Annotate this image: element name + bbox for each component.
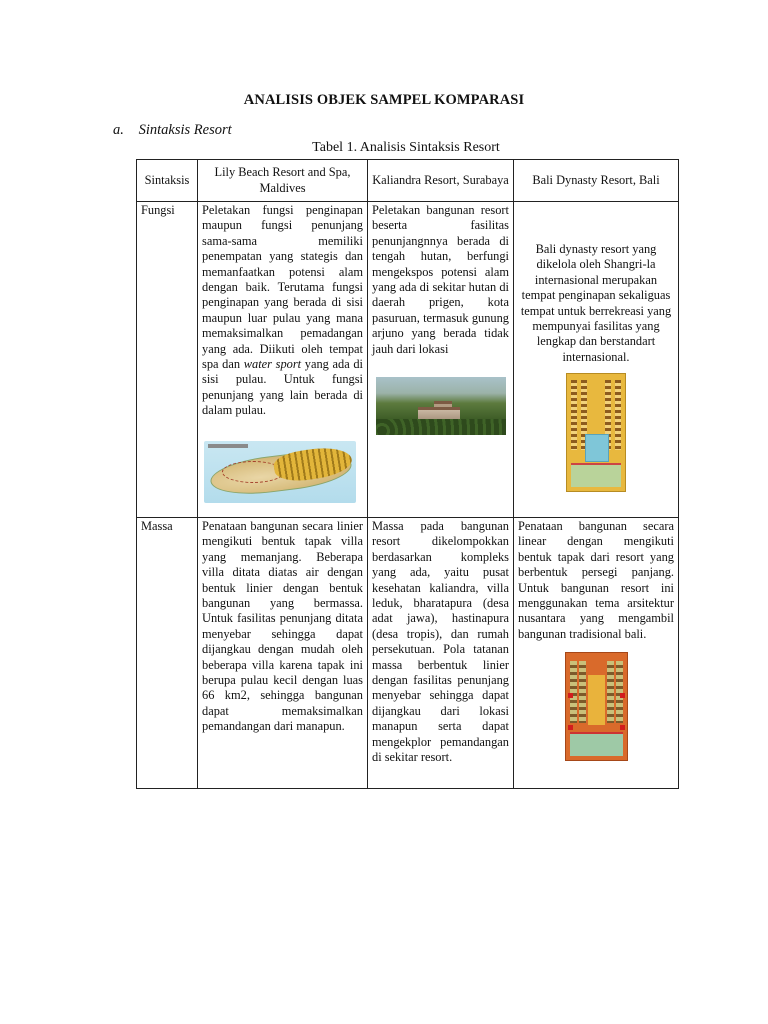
page-heading: ANALISIS OBJEK SAMPEL KOMPARASI bbox=[243, 92, 525, 108]
table-header-row bbox=[137, 160, 679, 202]
header-lily-beach: Lily Beach Resort and Spa, Maldives bbox=[198, 160, 368, 202]
cell-fungsi-kaliandra bbox=[368, 202, 514, 518]
header-bali-dynasty: Bali Dynasty Resort, Bali bbox=[514, 160, 679, 202]
island-site-plan-image bbox=[204, 441, 356, 503]
table-row-massa bbox=[137, 518, 679, 789]
cell-text: Massa pada bangunan resort dikelompokkan berdasarkan kompleks yang ada, yaitu pusat kesehatan kaliandra, villa leduk, bharatapura (desa adat jawa), hastinapura (desa tropis), dan rumah persekutuan. Pola tatanan massa berbentuk linier dengan fasilitas penunjang menyebar sehingga dapat dijangkau dari lokasi manapun serta dapat mengekplor pemandangan di sekitar resort. bbox=[372, 519, 509, 765]
cell-massa-bali bbox=[514, 518, 679, 789]
italic-term: water sport bbox=[243, 357, 302, 372]
header-sintaksis: Sintaksis bbox=[137, 160, 198, 202]
resort-site-plan-image bbox=[565, 652, 628, 761]
cell-massa-lily bbox=[198, 518, 368, 789]
row-label-massa: Massa bbox=[137, 518, 198, 789]
text-part: yang ada di sisi pulau. Untuk fungsi penunjang yang lain berada di dalam pulau. bbox=[202, 357, 363, 418]
cell-fungsi-lily bbox=[198, 202, 368, 518]
cell-text: Bali dynasty resort yang dikelola oleh Shangri-la internasional merupakan tempat penginapan sekaliguas tempat untuk berrekreasi yang mempunyai fasilitas yang lengkap dan berstandart internasional. bbox=[520, 242, 672, 364]
cell-text: Penataan bangunan secara linier mengikuti bentuk tapak villa yang memanjang. Beberapa villa ditata diatas air dengan bentuk linier dengan bentuk bangunan yang bermassa. Untuk fasilitas penunjang ditata menyebar sehingga dapat dijangkau dengan mudah oleh beberapa villa karena tapak ini berupa pulau kecil dengan luas 66 km2, sehingga bangunan dapat memaksimalkan pemandangan dari manapun. bbox=[202, 519, 363, 734]
table-row-fungsi bbox=[137, 202, 679, 518]
cell-fungsi-bali bbox=[514, 202, 679, 518]
cell-text: Peletakan bangunan resort beserta fasilitas penunjangnnya berada di tengah hutan, berfungi mengekspos potensi alam yang ada di sekitar hutan di daerah prigen, kota pasuruan, termasuk gunung arjuno yang berada tidak jauh dari lokasi bbox=[372, 203, 509, 356]
text-part: Peletakan fungsi penginapan maupun fungsi penunjang sama-sama memiliki penempatan yang stategis dan memanfaatkan potensi alam dengan baik. Terutama fungsi penginapan yang berada di sisi maupun luar pulau yang mana memaksimalkan pemadangan yang ada. Diikuti oleh tempat spa dan bbox=[202, 203, 363, 372]
cell-text bbox=[202, 203, 363, 419]
analysis-table bbox=[136, 159, 679, 789]
table-caption: Tabel 1. Analisis Sintaksis Resort bbox=[312, 140, 500, 155]
cell-text: Penataan bangunan secara linear dengan mengikuti bentuk tapak dari resort yang berbentuk persegi panjang. Untuk bangunan resort ini menggunakan tema arsitektur nusantara yang mengambil bangunan tradisional bali. bbox=[518, 519, 674, 641]
cell-massa-kaliandra bbox=[368, 518, 514, 789]
header-kaliandra: Kaliandra Resort, Surabaya bbox=[368, 160, 514, 202]
subsection-number: a. bbox=[113, 122, 124, 138]
resort-site-plan-image bbox=[566, 373, 626, 492]
subsection-label: Sintaksis Resort bbox=[138, 122, 232, 138]
subsection-title bbox=[113, 122, 232, 139]
forest-resort-photo bbox=[376, 377, 506, 435]
row-label-fungsi: Fungsi bbox=[137, 202, 198, 518]
